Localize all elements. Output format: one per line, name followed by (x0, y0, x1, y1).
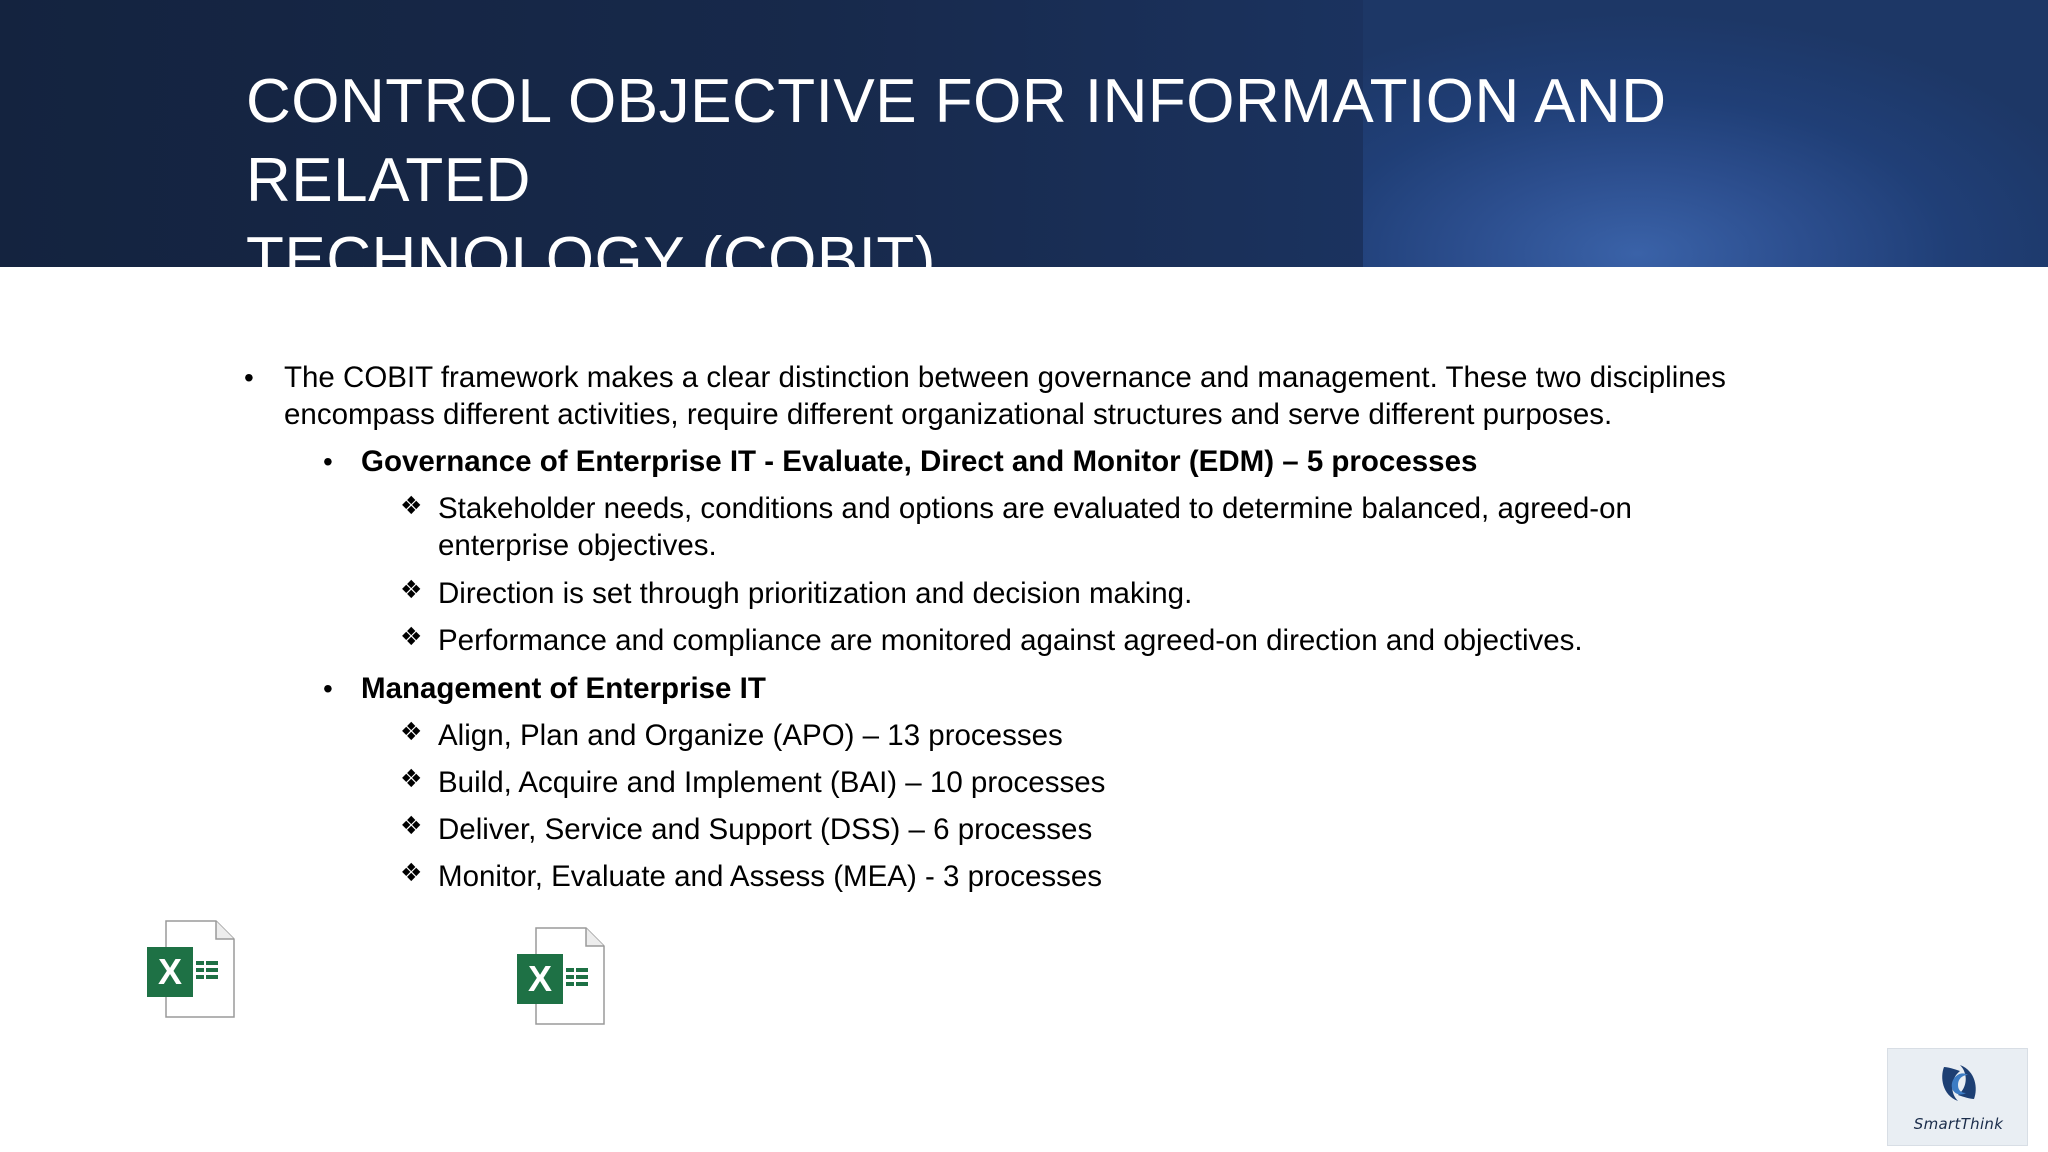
management-item: Align, Plan and Organize (APO) – 13 processes (438, 719, 1063, 752)
title-line-1: CONTROL OBJECTIVE FOR INFORMATION AND RELATED (246, 67, 1667, 215)
excel-file-icon[interactable] (146, 920, 238, 1020)
governance-item-continued: enterprise objectives. (438, 529, 717, 562)
diamond-bullet-icon: ❖ (400, 859, 423, 887)
excel-file-icon[interactable] (516, 927, 608, 1027)
title-line-2: TECHNOLOGY (COBIT) (246, 225, 936, 294)
management-item: Deliver, Service and Support (DSS) – 6 processes (438, 813, 1093, 846)
governance-item: Direction is set through prioritization and decision making. (438, 577, 1193, 610)
governance-heading: Governance of Enterprise IT - Evaluate, Direct and Monitor (EDM) – 5 processes (361, 445, 1478, 478)
logo-text: SmartThink (1913, 1115, 2004, 1133)
intro-line-1: The COBIT framework makes a clear distinction between governance and management. These two disciplines (284, 361, 1726, 394)
diamond-bullet-icon: ❖ (400, 576, 423, 604)
management-item: Build, Acquire and Implement (BAI) – 10 processes (438, 766, 1106, 799)
excel-letter: X (527, 958, 553, 999)
governance-item: Performance and compliance are monitored against agreed-on direction and objectives. (438, 624, 1583, 657)
diamond-bullet-icon: ❖ (400, 492, 423, 520)
bullet-marker: • (323, 673, 333, 704)
management-item: Monitor, Evaluate and Assess (MEA) - 3 processes (438, 860, 1103, 893)
bullet-marker: • (244, 362, 254, 393)
governance-item: Stakeholder needs, conditions and options are evaluated to determine balanced, agreed-on (438, 492, 1632, 525)
diamond-bullet-icon: ❖ (400, 765, 423, 793)
management-heading: Management of Enterprise IT (361, 672, 766, 705)
intro-line-2: encompass different activities, require different organizational structures and serve different purposes. (284, 398, 1613, 431)
excel-letter: X (157, 951, 183, 992)
bullet-marker: • (323, 446, 333, 477)
diamond-bullet-icon: ❖ (400, 623, 423, 651)
diamond-bullet-icon: ❖ (400, 718, 423, 746)
smartthink-logo-icon (1888, 1049, 2029, 1119)
smartthink-logo (1887, 1048, 2028, 1146)
diamond-bullet-icon: ❖ (400, 812, 423, 840)
